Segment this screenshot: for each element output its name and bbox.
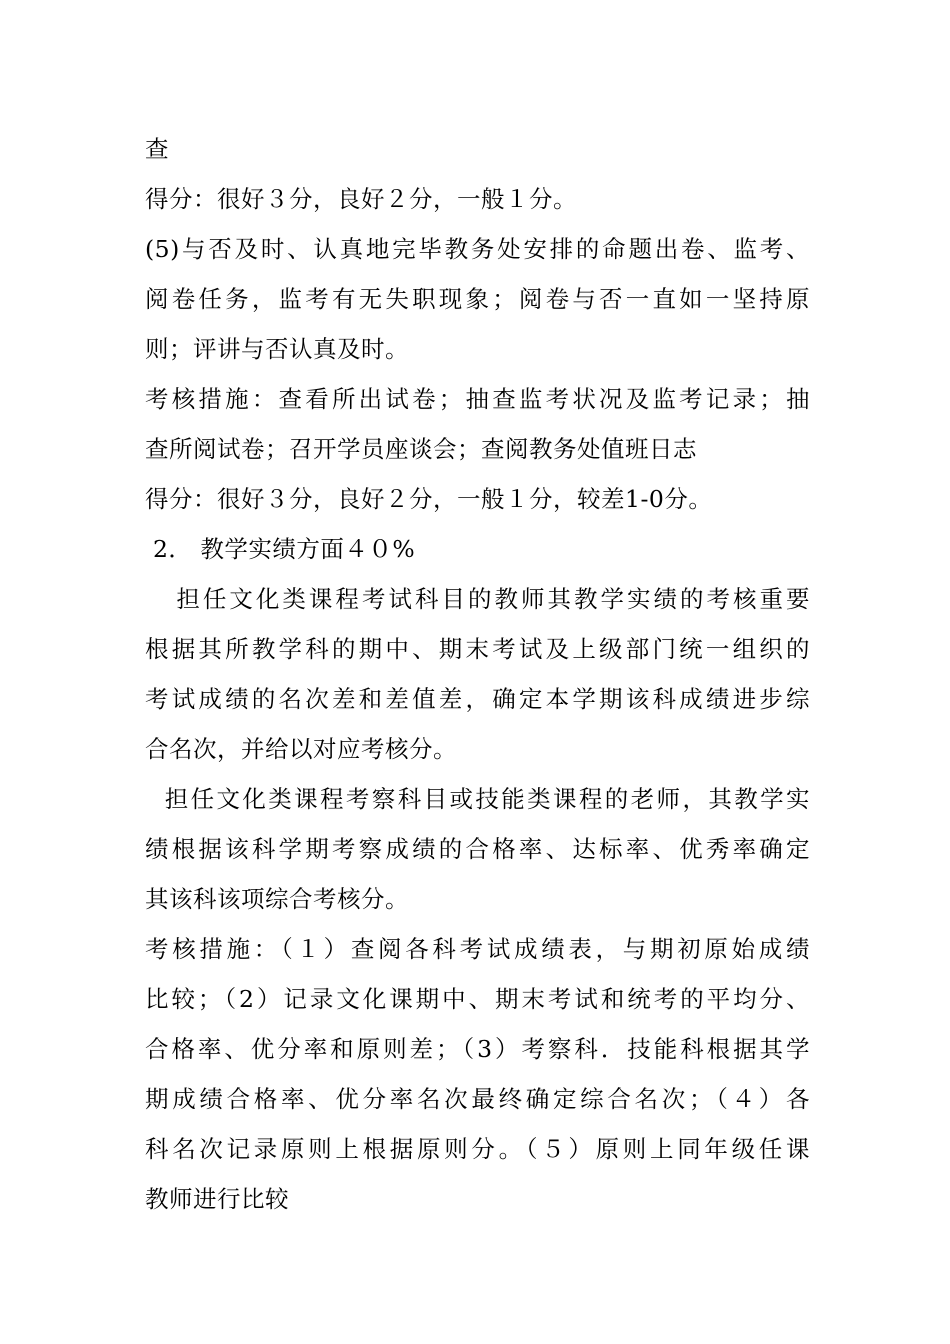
text-line: 查所阅试卷；召开学员座谈会；查阅教务处值班日志 xyxy=(145,435,697,463)
text-line: 教师进行比较 xyxy=(145,1185,289,1213)
text-line: 考试成绩的名次差和差值差，确定本学期该科成绩进步综 xyxy=(145,685,810,713)
text-line: 则；评讲与否认真及时。 xyxy=(145,335,409,363)
text-line: 阅卷任务，监考有无失职现象；阅卷与否一直如一坚持原 xyxy=(145,285,810,313)
text-line: 期成绩合格率、优分率名次最终确定综合名次；（４）各 xyxy=(145,1085,810,1113)
text-line: 得分：很好３分，良好２分，一般１分。 xyxy=(145,185,577,213)
text-line: 担任文化类课程考试科目的教师其教学实绩的考核重要 xyxy=(145,585,810,613)
text-line: 考核措施：（１）查阅各科考试成绩表，与期初原始成绩 xyxy=(145,935,810,963)
text-line: 担任文化类课程考察科目或技能类课程的老师，其教学实 xyxy=(145,785,810,813)
text-line: (5)与否及时、认真地完毕教务处安排的命题出卷、监考、 xyxy=(145,235,810,263)
text-line: 比较；（2）记录文化课期中、期末考试和统考的平均分、 xyxy=(145,985,810,1013)
section-heading: 2． 教学实绩方面４０% xyxy=(145,535,416,563)
text-line: 科名次记录原则上根据原则分。（５）原则上同年级任课 xyxy=(145,1135,810,1163)
text-line: 绩根据该科学期考察成绩的合格率、达标率、优秀率确定 xyxy=(145,835,810,863)
text-line: 合名次，并给以对应考核分。 xyxy=(145,735,457,763)
text-line: 合格率、优分率和原则差；（3）考察科．技能科根据其学 xyxy=(145,1035,810,1063)
text-line: 其该科该项综合考核分。 xyxy=(145,885,409,913)
text-line: 根据其所教学科的期中、期末考试及上级部门统一组织的 xyxy=(145,635,810,663)
text-line: 考核措施：查看所出试卷；抽查监考状况及监考记录；抽 xyxy=(145,385,810,413)
text-line: 得分：很好３分，良好２分，一般１分，较差1-0分。 xyxy=(145,485,713,513)
text-line: 查 xyxy=(145,135,169,163)
